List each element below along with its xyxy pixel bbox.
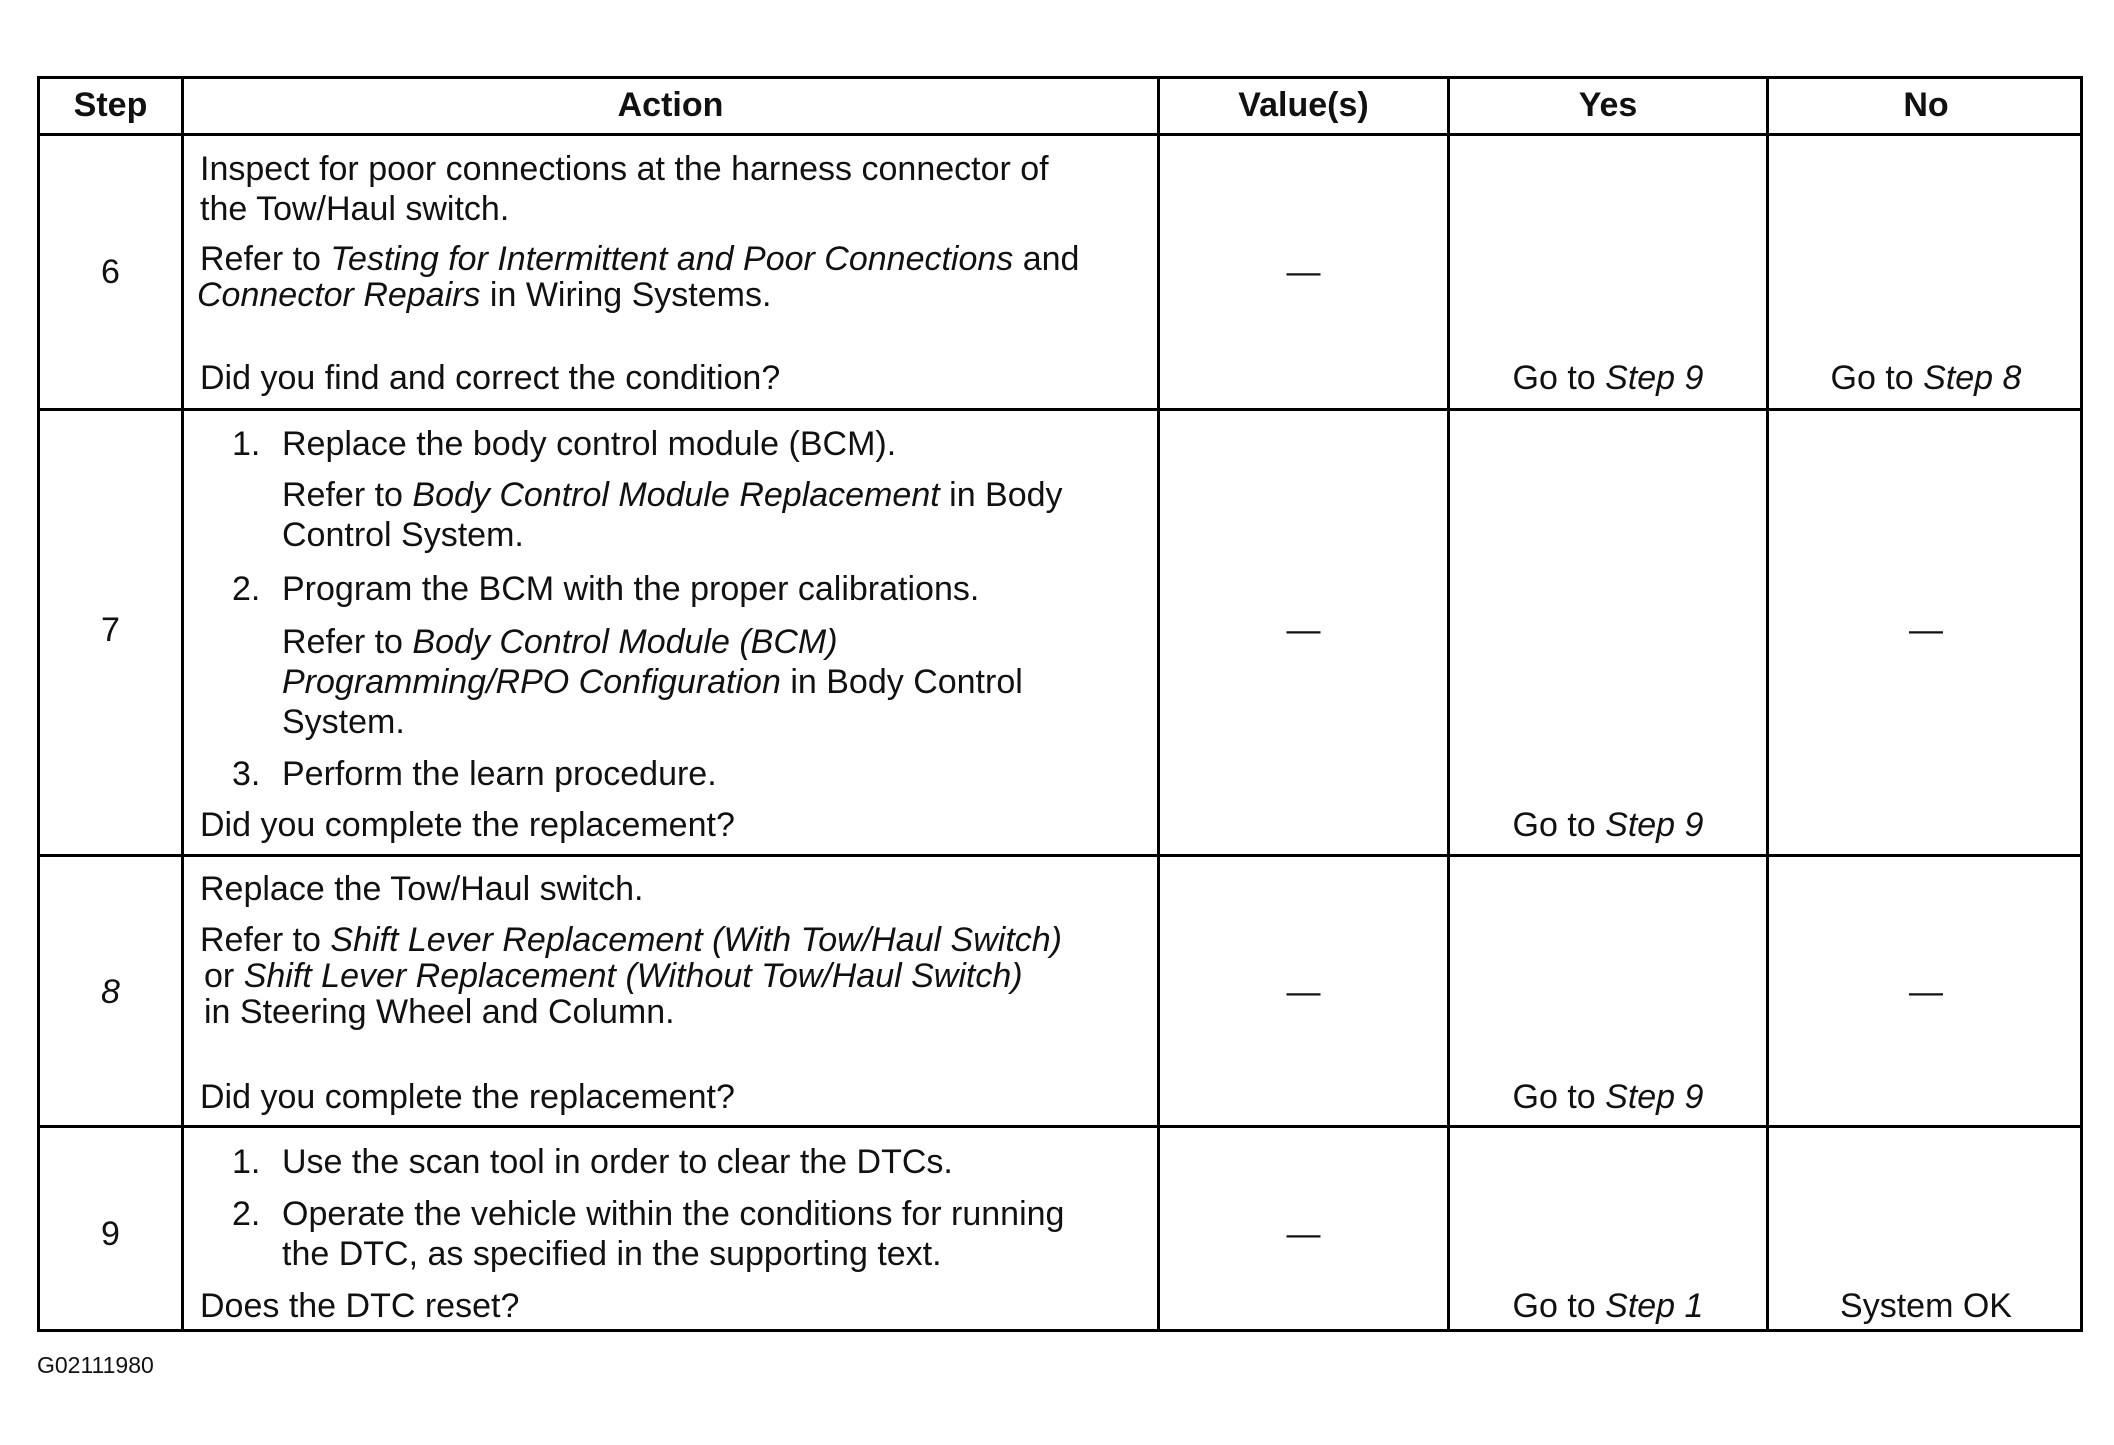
yes-cell: Go to Step 9 [1512, 806, 1704, 844]
row-divider [40, 854, 2080, 857]
action-reference: Refer to Testing for Intermittent and Poor Connections and [200, 240, 1080, 278]
list-item: the DTC, as specified in the supporting text. [282, 1235, 942, 1273]
list-number: 1. [232, 1143, 261, 1181]
no-cell: System OK [1840, 1287, 2012, 1325]
header-step: Step [73, 86, 148, 124]
values-cell: — [1286, 253, 1321, 291]
list-item: Operate the vehicle within the conditions for running [282, 1195, 1065, 1233]
action-reference: Refer to Body Control Module (BCM) [282, 623, 838, 661]
no-cell: Go to Step 8 [1830, 359, 2022, 397]
row-divider [40, 408, 2080, 411]
column-divider [1447, 79, 1450, 1329]
yes-cell: Go to Step 1 [1512, 1287, 1704, 1325]
action-question: Did you find and correct the condition? [200, 359, 781, 397]
values-cell: — [1286, 1215, 1321, 1253]
no-cell: — [1909, 611, 1943, 649]
header-action: Action [617, 86, 724, 124]
header-values: Value(s) [1238, 86, 1369, 124]
list-number: 2. [232, 570, 261, 608]
list-item: Perform the learn procedure. [282, 755, 717, 793]
action-reference: Control System. [282, 516, 524, 554]
yes-cell: Go to Step 9 [1512, 359, 1704, 397]
action-question: Did you complete the replacement? [200, 1078, 735, 1116]
list-number: 3. [232, 755, 261, 793]
action-reference: Refer to Body Control Module Replacement in Body [282, 476, 1063, 514]
action-text: the Tow/Haul switch. [200, 190, 510, 228]
header-no: No [1903, 86, 1949, 124]
header-yes: Yes [1578, 86, 1638, 124]
action-reference: Programming/RPO Configuration in Body Control [282, 663, 1023, 701]
step-number: 9 [101, 1215, 120, 1253]
values-cell: — [1286, 973, 1321, 1011]
action-question: Did you complete the replacement? [200, 806, 735, 844]
action-reference: in Steering Wheel and Column. [204, 993, 675, 1031]
diagnostic-table [37, 76, 2083, 1332]
no-cell: — [1909, 973, 1943, 1011]
list-number: 1. [232, 425, 261, 463]
list-item: Replace the body control module (BCM). [282, 425, 897, 463]
column-divider [181, 79, 184, 1329]
figure-id: G02111980 [37, 1352, 154, 1378]
action-text: Inspect for poor connections at the harness connector of [200, 150, 1049, 188]
row-divider [40, 133, 2080, 136]
row-divider [40, 1125, 2080, 1128]
action-reference: Connector Repairs in Wiring Systems. [197, 276, 772, 314]
yes-cell: Go to Step 9 [1512, 1078, 1704, 1116]
step-number: 7 [101, 611, 120, 649]
action-text: Replace the Tow/Haul switch. [200, 870, 644, 908]
list-item: Program the BCM with the proper calibrations. [282, 570, 980, 608]
list-number: 2. [232, 1195, 261, 1233]
values-cell: — [1286, 611, 1321, 649]
step-number: 8 [101, 973, 120, 1011]
action-reference: or Shift Lever Replacement (Without Tow/Haul Switch) [204, 957, 1023, 995]
column-divider [1766, 79, 1769, 1329]
list-item: Use the scan tool in order to clear the DTCs. [282, 1143, 953, 1181]
action-reference: System. [282, 703, 405, 741]
action-reference: Refer to Shift Lever Replacement (With Tow/Haul Switch) [200, 921, 1063, 959]
step-number: 6 [101, 253, 120, 291]
action-question: Does the DTC reset? [200, 1287, 520, 1325]
